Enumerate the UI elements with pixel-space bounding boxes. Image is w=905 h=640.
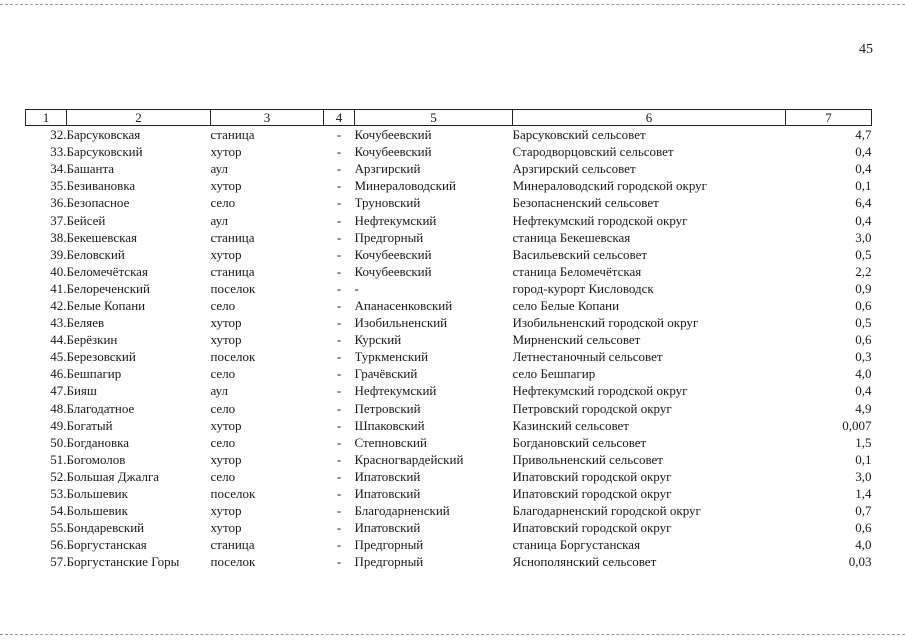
table-row bbox=[26, 348, 872, 365]
cell-settlement-type: аул bbox=[210, 161, 229, 177]
cell-row-number: 32. bbox=[50, 127, 67, 143]
cell-municipality: Ипатовский городской округ bbox=[512, 468, 672, 484]
cell-district: - bbox=[354, 280, 359, 296]
cell-municipality: Летнестаночный сельсовет bbox=[512, 349, 663, 365]
cell-settlement-type: станица bbox=[210, 263, 255, 279]
cell-area-value: 3,0 bbox=[855, 229, 872, 245]
table-row bbox=[26, 553, 872, 570]
cell-settlement-name: Безопасное bbox=[66, 195, 130, 211]
cell-area-value: 2,2 bbox=[855, 263, 872, 279]
cell-row-number: 46. bbox=[50, 366, 67, 382]
cell-settlement-type: хутор bbox=[210, 246, 242, 262]
cell-district: Ипатовский bbox=[354, 486, 421, 502]
cell-row-number: 42. bbox=[50, 297, 67, 313]
table-row bbox=[26, 126, 872, 144]
cell-settlement-name: Большая Джалга bbox=[66, 468, 160, 484]
cell-municipality: Яснополянский сельсовет bbox=[512, 554, 657, 570]
column-header-1: 1 bbox=[26, 110, 67, 126]
cell-municipality: станица Бекешевская bbox=[512, 229, 631, 245]
cell-row-number: 47. bbox=[50, 383, 67, 399]
cell-status-dash: - bbox=[336, 297, 342, 313]
cell-district: Нефтекумский bbox=[354, 383, 437, 399]
cell-municipality: Привольненский сельсовет bbox=[512, 451, 663, 467]
cell-settlement-name: Бекешевская bbox=[66, 229, 137, 245]
table-row bbox=[26, 400, 872, 417]
table-body bbox=[26, 126, 872, 571]
cell-district: Изобильненский bbox=[354, 315, 448, 331]
settlements-table bbox=[25, 109, 872, 570]
cell-municipality: село Бешпагир bbox=[512, 366, 596, 382]
table-row bbox=[26, 331, 872, 348]
table-row bbox=[26, 451, 872, 468]
cell-district: Благодарненский bbox=[354, 503, 450, 519]
cell-row-number: 43. bbox=[50, 315, 67, 331]
cell-settlement-type: хутор bbox=[210, 178, 242, 194]
cell-settlement-type: станица bbox=[210, 537, 255, 553]
cell-status-dash: - bbox=[336, 400, 342, 416]
cell-settlement-name: Берёзкин bbox=[66, 332, 118, 348]
cell-area-value: 0,5 bbox=[855, 246, 872, 262]
cell-settlement-name: Безивановка bbox=[66, 178, 136, 194]
cell-settlement-type: село bbox=[210, 400, 236, 416]
cell-municipality: Ипатовский городской округ bbox=[512, 486, 672, 502]
cell-status-dash: - bbox=[336, 332, 342, 348]
cell-row-number: 49. bbox=[50, 417, 67, 433]
cell-settlement-type: хутор bbox=[210, 417, 242, 433]
cell-settlement-type: село bbox=[210, 434, 236, 450]
table-row bbox=[26, 519, 872, 536]
cell-municipality: станица Беломечётская bbox=[512, 263, 642, 279]
cell-settlement-name: Богомолов bbox=[66, 451, 126, 467]
cell-municipality: Казинский сельсовет bbox=[512, 417, 629, 433]
cell-area-value: 0,3 bbox=[855, 349, 872, 365]
cell-area-value: 0,1 bbox=[855, 451, 872, 467]
cell-area-value: 0,1 bbox=[855, 178, 872, 194]
column-header-7: 7 bbox=[786, 110, 872, 126]
cell-area-value: 0,007 bbox=[842, 417, 872, 433]
cell-district: Нефтекумский bbox=[354, 212, 437, 228]
cell-row-number: 33. bbox=[50, 144, 67, 160]
cell-settlement-name: Беловский bbox=[66, 246, 125, 262]
cell-municipality: Ипатовский городской округ bbox=[512, 520, 672, 536]
cell-status-dash: - bbox=[336, 486, 342, 502]
table-row bbox=[26, 485, 872, 502]
cell-district: Шпаковский bbox=[354, 417, 425, 433]
cell-area-value: 4,9 bbox=[855, 400, 872, 416]
cell-municipality: Богдановский сельсовет bbox=[512, 434, 647, 450]
cell-settlement-name: Беляев bbox=[66, 315, 105, 331]
cell-area-value: 1,5 bbox=[855, 434, 872, 450]
cell-area-value: 4,0 bbox=[855, 537, 872, 553]
cell-row-number: 39. bbox=[50, 246, 67, 262]
table-row bbox=[26, 536, 872, 553]
cell-row-number: 55. bbox=[50, 520, 67, 536]
table-row bbox=[26, 143, 872, 160]
cell-settlement-name: Бияш bbox=[66, 383, 97, 399]
cell-area-value: 3,0 bbox=[855, 468, 872, 484]
table-row bbox=[26, 297, 872, 314]
table-row bbox=[26, 314, 872, 331]
cell-status-dash: - bbox=[336, 229, 342, 245]
cell-district: Степновский bbox=[354, 434, 427, 450]
column-header-2: 2 bbox=[67, 110, 211, 126]
cell-settlement-name: Боргустанская bbox=[66, 537, 147, 553]
cell-status-dash: - bbox=[336, 434, 342, 450]
scan-edge-top bbox=[0, 4, 905, 5]
cell-settlement-type: хутор bbox=[210, 451, 242, 467]
cell-status-dash: - bbox=[336, 178, 342, 194]
cell-status-dash: - bbox=[336, 468, 342, 484]
cell-row-number: 38. bbox=[50, 229, 67, 245]
cell-municipality: село Белые Копани bbox=[512, 297, 620, 313]
table-row bbox=[26, 160, 872, 177]
cell-status-dash: - bbox=[336, 417, 342, 433]
cell-area-value: 1,4 bbox=[855, 486, 872, 502]
cell-status-dash: - bbox=[336, 349, 342, 365]
table-row bbox=[26, 229, 872, 246]
cell-municipality: Изобильненский городской округ bbox=[512, 315, 699, 331]
cell-municipality: Безопасненский сельсовет bbox=[512, 195, 659, 211]
cell-district: Грачёвский bbox=[354, 366, 418, 382]
cell-area-value: 0,4 bbox=[855, 383, 872, 399]
cell-row-number: 54. bbox=[50, 503, 67, 519]
cell-row-number: 40. bbox=[50, 263, 67, 279]
table-row bbox=[26, 263, 872, 280]
cell-status-dash: - bbox=[336, 383, 342, 399]
cell-district: Предгорный bbox=[354, 537, 424, 553]
cell-area-value: 0,03 bbox=[848, 554, 872, 570]
cell-status-dash: - bbox=[336, 127, 342, 143]
cell-district: Ипатовский bbox=[354, 520, 421, 536]
cell-settlement-name: Беломечётская bbox=[66, 263, 148, 279]
cell-area-value: 0,4 bbox=[855, 144, 872, 160]
column-header-4: 4 bbox=[324, 110, 355, 126]
cell-area-value: 4,0 bbox=[855, 366, 872, 382]
cell-status-dash: - bbox=[336, 554, 342, 570]
cell-settlement-name: Бешпагир bbox=[66, 366, 122, 382]
cell-municipality: Минераловодский городской округ bbox=[512, 178, 708, 194]
cell-row-number: 57. bbox=[50, 554, 67, 570]
table-row bbox=[26, 365, 872, 382]
cell-area-value: 0,7 bbox=[855, 503, 872, 519]
column-header-3: 3 bbox=[211, 110, 324, 126]
cell-district: Труновский bbox=[354, 195, 421, 211]
cell-row-number: 56. bbox=[50, 537, 67, 553]
cell-area-value: 0,5 bbox=[855, 315, 872, 331]
table-row bbox=[26, 502, 872, 519]
cell-municipality: станица Боргустанская bbox=[512, 537, 641, 553]
cell-settlement-name: Белые Копани bbox=[66, 297, 146, 313]
cell-district: Апанасенковский bbox=[354, 297, 453, 313]
cell-row-number: 50. bbox=[50, 434, 67, 450]
cell-area-value: 6,4 bbox=[855, 195, 872, 211]
cell-district: Арзгирский bbox=[354, 161, 421, 177]
cell-municipality: Нефтекумский городской округ bbox=[512, 212, 688, 228]
cell-row-number: 36. bbox=[50, 195, 67, 211]
cell-row-number: 34. bbox=[50, 161, 67, 177]
cell-status-dash: - bbox=[336, 520, 342, 536]
cell-district: Кочубеевский bbox=[354, 144, 432, 160]
cell-status-dash: - bbox=[336, 315, 342, 331]
cell-settlement-type: станица bbox=[210, 127, 255, 143]
cell-area-value: 0,9 bbox=[855, 280, 872, 296]
cell-settlement-type: аул bbox=[210, 383, 229, 399]
cell-settlement-type: село bbox=[210, 468, 236, 484]
cell-district: Предгорный bbox=[354, 229, 424, 245]
scan-edge-bottom bbox=[0, 634, 905, 635]
cell-district: Курский bbox=[354, 332, 402, 348]
cell-settlement-name: Богдановка bbox=[66, 434, 130, 450]
cell-row-number: 41. bbox=[50, 280, 67, 296]
cell-district: Ипатовский bbox=[354, 468, 421, 484]
cell-settlement-name: Башанта bbox=[66, 161, 115, 177]
cell-status-dash: - bbox=[336, 280, 342, 296]
cell-municipality: Нефтекумский городской округ bbox=[512, 383, 688, 399]
cell-district: Петровский bbox=[354, 400, 421, 416]
cell-district: Туркменский bbox=[354, 349, 429, 365]
cell-settlement-type: село bbox=[210, 366, 236, 382]
cell-row-number: 35. bbox=[50, 178, 67, 194]
cell-district: Кочубеевский bbox=[354, 246, 432, 262]
cell-settlement-name: Барсуковский bbox=[66, 144, 143, 160]
cell-area-value: 0,6 bbox=[855, 520, 872, 536]
cell-district: Кочубеевский bbox=[354, 263, 432, 279]
cell-settlement-type: поселок bbox=[210, 280, 256, 296]
cell-municipality: город-курорт Кисловодск bbox=[512, 280, 654, 296]
cell-settlement-name: Большевик bbox=[66, 503, 128, 519]
cell-municipality: Петровский городской округ bbox=[512, 400, 672, 416]
cell-status-dash: - bbox=[336, 451, 342, 467]
cell-settlement-name: Богатый bbox=[66, 417, 113, 433]
cell-settlement-type: станица bbox=[210, 229, 255, 245]
cell-settlement-name: Березовский bbox=[66, 349, 136, 365]
table-row bbox=[26, 177, 872, 194]
cell-settlement-type: поселок bbox=[210, 349, 256, 365]
cell-status-dash: - bbox=[336, 161, 342, 177]
cell-area-value: 0,4 bbox=[855, 212, 872, 228]
cell-row-number: 45. bbox=[50, 349, 67, 365]
cell-status-dash: - bbox=[336, 212, 342, 228]
cell-municipality: Арзгирский сельсовет bbox=[512, 161, 636, 177]
cell-status-dash: - bbox=[336, 503, 342, 519]
cell-row-number: 37. bbox=[50, 212, 67, 228]
cell-settlement-name: Барсуковская bbox=[66, 127, 141, 143]
cell-settlement-name: Белореченский bbox=[66, 280, 150, 296]
cell-status-dash: - bbox=[336, 263, 342, 279]
cell-area-value: 4,7 bbox=[855, 127, 872, 143]
cell-settlement-type: хутор bbox=[210, 315, 242, 331]
cell-settlement-type: поселок bbox=[210, 554, 256, 570]
cell-district: Минераловодский bbox=[354, 178, 456, 194]
cell-status-dash: - bbox=[336, 537, 342, 553]
table-row bbox=[26, 280, 872, 297]
cell-settlement-type: село bbox=[210, 195, 236, 211]
cell-status-dash: - bbox=[336, 246, 342, 262]
page-number: 45 bbox=[859, 42, 873, 57]
cell-status-dash: - bbox=[336, 195, 342, 211]
cell-area-value: 0,6 bbox=[855, 332, 872, 348]
table-row bbox=[26, 211, 872, 228]
table-header-row bbox=[26, 110, 872, 126]
table-row bbox=[26, 382, 872, 399]
cell-district: Предгорный bbox=[354, 554, 424, 570]
cell-district: Кочубеевский bbox=[354, 127, 432, 143]
cell-settlement-type: аул bbox=[210, 212, 229, 228]
table-row bbox=[26, 246, 872, 263]
column-header-6: 6 bbox=[513, 110, 786, 126]
cell-settlement-name: Бейсей bbox=[66, 212, 106, 228]
cell-municipality: Барсуковский сельсовет bbox=[512, 127, 646, 143]
cell-row-number: 44. bbox=[50, 332, 67, 348]
cell-district: Красногвардейский bbox=[354, 451, 464, 467]
cell-row-number: 53. bbox=[50, 486, 67, 502]
column-header-5: 5 bbox=[355, 110, 513, 126]
table-row bbox=[26, 434, 872, 451]
cell-status-dash: - bbox=[336, 144, 342, 160]
cell-settlement-name: Благодатное bbox=[66, 400, 135, 416]
cell-row-number: 51. bbox=[50, 451, 67, 467]
cell-settlement-name: Большевик bbox=[66, 486, 128, 502]
table-row bbox=[26, 194, 872, 211]
cell-settlement-type: хутор bbox=[210, 520, 242, 536]
cell-municipality: Мирненский сельсовет bbox=[512, 332, 641, 348]
table-row bbox=[26, 468, 872, 485]
table-row bbox=[26, 417, 872, 434]
cell-settlement-name: Бондаревский bbox=[66, 520, 145, 536]
cell-row-number: 48. bbox=[50, 400, 67, 416]
cell-settlement-type: хутор bbox=[210, 144, 242, 160]
cell-area-value: 0,4 bbox=[855, 161, 872, 177]
cell-settlement-type: хутор bbox=[210, 503, 242, 519]
cell-settlement-name: Боргустанские Горы bbox=[66, 554, 180, 570]
cell-settlement-type: поселок bbox=[210, 486, 256, 502]
cell-municipality: Васильевский сельсовет bbox=[512, 246, 648, 262]
cell-area-value: 0,6 bbox=[855, 297, 872, 313]
cell-row-number: 52. bbox=[50, 468, 67, 484]
cell-status-dash: - bbox=[336, 366, 342, 382]
cell-settlement-type: село bbox=[210, 297, 236, 313]
cell-municipality: Благодарненский городской округ bbox=[512, 503, 701, 519]
cell-municipality: Стародворцовский сельсовет bbox=[512, 144, 674, 160]
cell-settlement-type: хутор bbox=[210, 332, 242, 348]
